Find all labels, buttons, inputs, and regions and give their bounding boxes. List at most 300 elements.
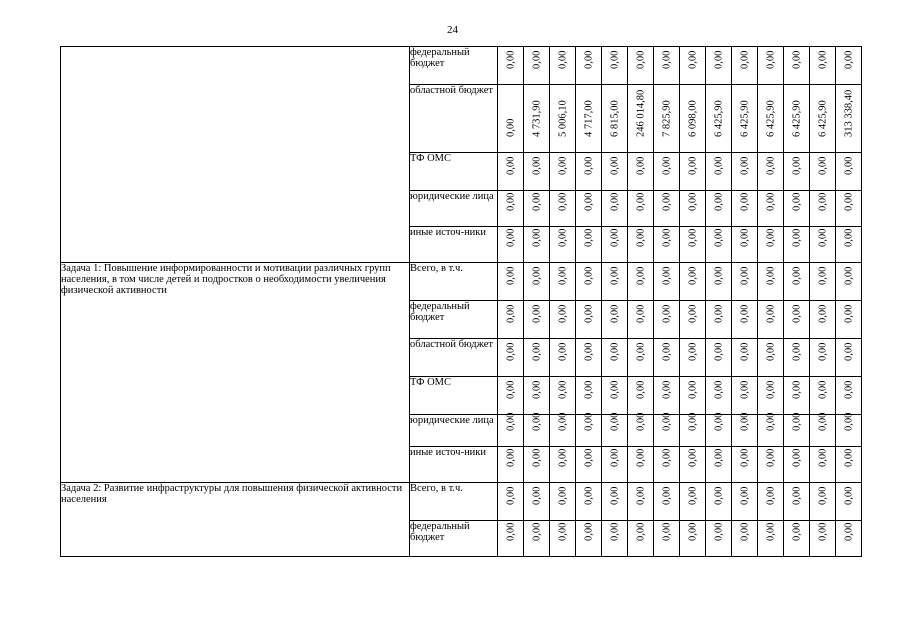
value-cell — [524, 447, 550, 483]
value-text: 0,00 — [765, 448, 776, 467]
value-text: 0,00 — [505, 342, 516, 361]
value-text: 0,00 — [531, 228, 542, 247]
value-text: 0,00 — [713, 304, 724, 323]
value-text: 0,00 — [713, 266, 724, 285]
value-text: 0,00 — [505, 448, 516, 467]
value-text: 0,00 — [765, 304, 776, 323]
value-cell — [810, 85, 836, 153]
value-cell — [836, 301, 862, 339]
value-cell — [654, 191, 680, 227]
value-text: 0,00 — [817, 412, 828, 431]
value-cell — [706, 339, 732, 377]
value-text: 7 825,90 — [661, 100, 672, 137]
value-cell — [680, 47, 706, 85]
value-text: 0,00 — [843, 522, 854, 541]
value-text: 0,00 — [843, 192, 854, 211]
value-text: 0,00 — [635, 50, 646, 69]
value-text: 0,00 — [791, 228, 802, 247]
value-text: 0,00 — [791, 266, 802, 285]
value-cell — [602, 521, 628, 557]
table-row — [61, 263, 862, 301]
funding-source: иные источ-ники — [410, 227, 498, 263]
value-cell — [550, 412, 576, 447]
value-cell — [576, 483, 602, 521]
value-text: 0,00 — [713, 192, 724, 211]
value-cell — [524, 263, 550, 301]
value-cell — [784, 301, 810, 339]
value-text: 0,00 — [817, 192, 828, 211]
value-text: 0,00 — [531, 266, 542, 285]
value-text: 0,00 — [583, 448, 594, 467]
value-cell — [524, 191, 550, 227]
value-cell — [498, 339, 524, 377]
value-cell — [550, 191, 576, 227]
value-cell — [732, 191, 758, 227]
value-cell — [524, 85, 550, 153]
value-cell — [706, 447, 732, 483]
value-text: 0,00 — [843, 228, 854, 247]
value-text: 6 425,90 — [817, 100, 828, 137]
value-text: 0,00 — [687, 228, 698, 247]
value-text: 0,00 — [505, 50, 516, 69]
value-cell — [784, 263, 810, 301]
table-row — [61, 483, 862, 521]
value-cell — [732, 447, 758, 483]
value-text: 0,00 — [843, 156, 854, 175]
value-cell — [602, 301, 628, 339]
value-cell — [732, 227, 758, 263]
value-text: 0,00 — [661, 192, 672, 211]
value-cell — [628, 412, 654, 447]
budget-table — [60, 46, 862, 557]
value-text: 0,00 — [531, 380, 542, 399]
value-text: 5 006,10 — [557, 100, 568, 137]
value-cell — [654, 377, 680, 415]
funding-source: ТФ ОМС — [410, 377, 498, 415]
value-text: 0,00 — [661, 412, 672, 431]
value-text: 0,00 — [557, 228, 568, 247]
value-cell — [654, 227, 680, 263]
value-cell — [550, 483, 576, 521]
value-cell — [732, 85, 758, 153]
value-text: 0,00 — [817, 448, 828, 467]
value-text: 0,00 — [765, 156, 776, 175]
value-cell — [602, 447, 628, 483]
value-cell — [680, 521, 706, 557]
value-text: 0,00 — [609, 228, 620, 247]
value-cell — [680, 85, 706, 153]
value-text: 0,00 — [791, 486, 802, 505]
value-cell — [576, 227, 602, 263]
value-cell — [810, 47, 836, 85]
value-text: 0,00 — [635, 192, 646, 211]
value-text: 0,00 — [843, 266, 854, 285]
value-text: 0,00 — [557, 412, 568, 431]
value-text: 0,00 — [583, 486, 594, 505]
value-text: 0,00 — [609, 380, 620, 399]
value-cell — [602, 339, 628, 377]
value-text: 0,00 — [661, 304, 672, 323]
value-text: 0,00 — [557, 266, 568, 285]
value-cell — [498, 377, 524, 415]
value-text: 0,00 — [713, 522, 724, 541]
value-cell — [732, 412, 758, 447]
value-cell — [836, 227, 862, 263]
value-cell — [784, 85, 810, 153]
value-cell — [524, 339, 550, 377]
value-text: 4 731,90 — [531, 100, 542, 137]
value-cell — [498, 447, 524, 483]
value-cell — [628, 483, 654, 521]
value-cell — [654, 483, 680, 521]
page-number: 24 — [447, 24, 458, 36]
value-cell — [654, 412, 680, 447]
value-cell — [550, 301, 576, 339]
value-text: 0,00 — [505, 522, 516, 541]
value-cell — [758, 521, 784, 557]
value-text: 6 815,00 — [609, 100, 620, 137]
value-cell — [680, 191, 706, 227]
value-text: 0,00 — [609, 448, 620, 467]
value-text: 0,00 — [557, 50, 568, 69]
value-cell — [602, 85, 628, 153]
table-row — [61, 47, 862, 85]
value-cell — [758, 227, 784, 263]
value-cell — [550, 85, 576, 153]
value-cell — [836, 263, 862, 301]
value-text: 0,00 — [531, 342, 542, 361]
value-text: 0,00 — [843, 486, 854, 505]
value-text: 0,00 — [817, 342, 828, 361]
value-cell — [498, 85, 524, 153]
value-cell — [550, 339, 576, 377]
value-cell — [810, 263, 836, 301]
value-cell — [602, 263, 628, 301]
value-cell — [654, 447, 680, 483]
value-cell — [628, 153, 654, 191]
value-text: 0,00 — [791, 156, 802, 175]
value-cell — [810, 412, 836, 447]
value-cell — [628, 191, 654, 227]
value-cell — [550, 521, 576, 557]
value-text: 0,00 — [713, 342, 724, 361]
value-cell — [654, 263, 680, 301]
value-cell — [784, 377, 810, 415]
value-text: 0,00 — [531, 448, 542, 467]
value-text: 0,00 — [687, 522, 698, 541]
value-cell — [732, 521, 758, 557]
value-text: 0,00 — [791, 522, 802, 541]
value-text: 0,00 — [713, 380, 724, 399]
value-text: 0,00 — [531, 156, 542, 175]
value-text: 0,00 — [557, 486, 568, 505]
value-text: 0,00 — [739, 522, 750, 541]
value-cell — [836, 85, 862, 153]
value-cell — [680, 483, 706, 521]
value-cell — [784, 191, 810, 227]
value-cell — [628, 85, 654, 153]
value-text: 0,00 — [817, 380, 828, 399]
value-text: 0,00 — [609, 486, 620, 505]
value-cell — [758, 412, 784, 447]
value-cell — [836, 339, 862, 377]
value-cell — [784, 521, 810, 557]
value-text: 0,00 — [583, 304, 594, 323]
value-cell — [784, 339, 810, 377]
value-cell — [576, 301, 602, 339]
value-text: 0,00 — [661, 342, 672, 361]
value-text: 0,00 — [739, 192, 750, 211]
value-text: 0,00 — [609, 266, 620, 285]
value-cell — [758, 85, 784, 153]
value-text: 0,00 — [635, 522, 646, 541]
value-text: 0,00 — [557, 156, 568, 175]
value-text: 0,00 — [687, 156, 698, 175]
value-text: 0,00 — [687, 342, 698, 361]
value-cell — [706, 263, 732, 301]
value-text: 0,00 — [609, 156, 620, 175]
value-text: 0,00 — [687, 412, 698, 431]
value-cell — [550, 377, 576, 415]
value-text: 0,00 — [791, 448, 802, 467]
value-text: 0,00 — [817, 50, 828, 69]
value-cell — [602, 191, 628, 227]
value-text: 0,00 — [739, 304, 750, 323]
value-cell — [524, 412, 550, 447]
value-cell — [680, 377, 706, 415]
value-cell — [654, 153, 680, 191]
value-cell — [550, 447, 576, 483]
value-text: 0,00 — [765, 228, 776, 247]
value-cell — [836, 447, 862, 483]
funding-source: федеральный бюджет — [410, 301, 498, 339]
funding-source: ТФ ОМС — [410, 153, 498, 191]
value-cell — [732, 301, 758, 339]
value-text: 0,00 — [583, 156, 594, 175]
value-cell — [498, 153, 524, 191]
value-text: 4 717,00 — [583, 100, 594, 137]
value-cell — [498, 47, 524, 85]
value-text: 0,00 — [739, 266, 750, 285]
value-cell — [836, 153, 862, 191]
value-text: 0,00 — [661, 522, 672, 541]
value-text: 0,00 — [609, 522, 620, 541]
funding-source: федеральный бюджет — [410, 47, 498, 85]
value-cell — [706, 191, 732, 227]
value-cell — [628, 301, 654, 339]
value-cell — [602, 227, 628, 263]
value-text: 0,00 — [843, 304, 854, 323]
value-cell — [602, 483, 628, 521]
value-cell — [576, 339, 602, 377]
value-text: 0,00 — [843, 380, 854, 399]
value-cell — [680, 339, 706, 377]
value-cell — [524, 483, 550, 521]
value-text: 0,00 — [739, 412, 750, 431]
value-cell — [758, 377, 784, 415]
value-text: 0,00 — [583, 522, 594, 541]
value-text: 0,00 — [687, 192, 698, 211]
value-text: 0,00 — [817, 156, 828, 175]
value-text: 0,00 — [713, 228, 724, 247]
value-text: 0,00 — [791, 380, 802, 399]
value-text: 0,00 — [739, 448, 750, 467]
value-text: 0,00 — [843, 448, 854, 467]
value-text: 0,00 — [817, 266, 828, 285]
value-text: 0,00 — [505, 266, 516, 285]
value-text: 6 425,90 — [765, 100, 776, 137]
value-text: 0,00 — [765, 380, 776, 399]
value-cell — [524, 301, 550, 339]
value-text: 0,00 — [791, 50, 802, 69]
value-cell — [784, 447, 810, 483]
value-text: 0,00 — [791, 412, 802, 431]
value-cell — [524, 521, 550, 557]
funding-source: Всего, в т.ч. — [410, 483, 498, 521]
value-cell — [784, 47, 810, 85]
value-cell — [654, 521, 680, 557]
value-cell — [576, 377, 602, 415]
value-text: 0,00 — [739, 486, 750, 505]
value-cell — [576, 412, 602, 447]
value-text: 246 014,80 — [635, 89, 646, 137]
value-cell — [836, 412, 862, 447]
value-cell — [524, 153, 550, 191]
value-cell — [576, 191, 602, 227]
value-cell — [810, 227, 836, 263]
value-text: 0,00 — [505, 380, 516, 399]
value-text: 0,00 — [765, 50, 776, 69]
value-text: 0,00 — [557, 448, 568, 467]
value-cell — [498, 521, 524, 557]
value-text: 0,00 — [635, 448, 646, 467]
value-cell — [550, 227, 576, 263]
value-text: 0,00 — [713, 156, 724, 175]
value-text: 0,00 — [765, 192, 776, 211]
value-text: 0,00 — [687, 486, 698, 505]
value-text: 0,00 — [687, 304, 698, 323]
value-cell — [680, 227, 706, 263]
funding-source: иные источ-ники — [410, 447, 498, 483]
value-cell — [628, 377, 654, 415]
value-cell — [654, 301, 680, 339]
value-cell — [732, 483, 758, 521]
value-text: 0,00 — [505, 156, 516, 175]
value-cell — [706, 153, 732, 191]
value-cell — [498, 301, 524, 339]
value-text: 0,00 — [531, 50, 542, 69]
value-cell — [654, 85, 680, 153]
value-cell — [524, 47, 550, 85]
value-cell — [758, 339, 784, 377]
value-cell — [836, 191, 862, 227]
value-cell — [602, 47, 628, 85]
value-cell — [706, 377, 732, 415]
value-cell — [550, 47, 576, 85]
value-text: 0,00 — [843, 50, 854, 69]
value-cell — [810, 153, 836, 191]
budget-table-body — [61, 47, 862, 557]
value-text: 0,00 — [687, 266, 698, 285]
value-text: 0,00 — [713, 486, 724, 505]
value-text: 0,00 — [791, 304, 802, 323]
task-cell — [61, 47, 410, 263]
value-cell — [680, 263, 706, 301]
funding-source: юридические лица — [410, 191, 498, 227]
value-cell — [810, 301, 836, 339]
value-cell — [758, 483, 784, 521]
value-cell — [602, 412, 628, 447]
value-text: 0,00 — [531, 412, 542, 431]
value-text: 0,00 — [687, 448, 698, 467]
value-text: 0,00 — [609, 412, 620, 431]
value-text: 0,00 — [635, 266, 646, 285]
value-text: 6 098,00 — [687, 100, 698, 137]
value-cell — [810, 339, 836, 377]
value-text: 0,00 — [505, 412, 516, 431]
value-text: 0,00 — [739, 156, 750, 175]
value-text: 0,00 — [609, 342, 620, 361]
value-text: 0,00 — [531, 192, 542, 211]
value-text: 0,00 — [843, 342, 854, 361]
value-text: 6 425,90 — [791, 100, 802, 137]
value-text: 0,00 — [661, 156, 672, 175]
value-cell — [602, 377, 628, 415]
value-text: 0,00 — [817, 304, 828, 323]
value-cell — [576, 521, 602, 557]
value-cell — [628, 521, 654, 557]
value-text: 0,00 — [531, 304, 542, 323]
value-cell — [576, 263, 602, 301]
value-cell — [836, 47, 862, 85]
value-text: 0,00 — [505, 486, 516, 505]
value-cell — [836, 377, 862, 415]
value-text: 0,00 — [557, 522, 568, 541]
task-description: Задача 2: Развитие инфраструктуры для повышения физической активности населения — [61, 483, 410, 557]
value-cell — [784, 153, 810, 191]
value-cell — [498, 483, 524, 521]
value-text: 0,00 — [661, 448, 672, 467]
value-text: 0,00 — [505, 118, 516, 137]
value-cell — [550, 263, 576, 301]
value-cell — [524, 227, 550, 263]
value-cell — [680, 153, 706, 191]
value-cell — [732, 339, 758, 377]
value-cell — [524, 377, 550, 415]
value-text: 0,00 — [713, 412, 724, 431]
value-text: 0,00 — [635, 380, 646, 399]
value-cell — [576, 153, 602, 191]
value-text: 0,00 — [557, 304, 568, 323]
value-text: 0,00 — [635, 412, 646, 431]
value-text: 0,00 — [739, 228, 750, 247]
value-text: 0,00 — [765, 486, 776, 505]
value-cell — [758, 263, 784, 301]
value-text: 313 338,40 — [843, 89, 854, 137]
value-cell — [628, 47, 654, 85]
value-cell — [836, 521, 862, 557]
value-cell — [784, 227, 810, 263]
value-text: 0,00 — [687, 380, 698, 399]
value-cell — [810, 521, 836, 557]
value-text: 0,00 — [557, 192, 568, 211]
funding-source: юридические лица — [410, 415, 498, 447]
funding-source: Всего, в т.ч. — [410, 263, 498, 301]
value-text: 0,00 — [505, 304, 516, 323]
value-text: 0,00 — [817, 228, 828, 247]
value-cell — [706, 301, 732, 339]
value-text: 0,00 — [505, 192, 516, 211]
